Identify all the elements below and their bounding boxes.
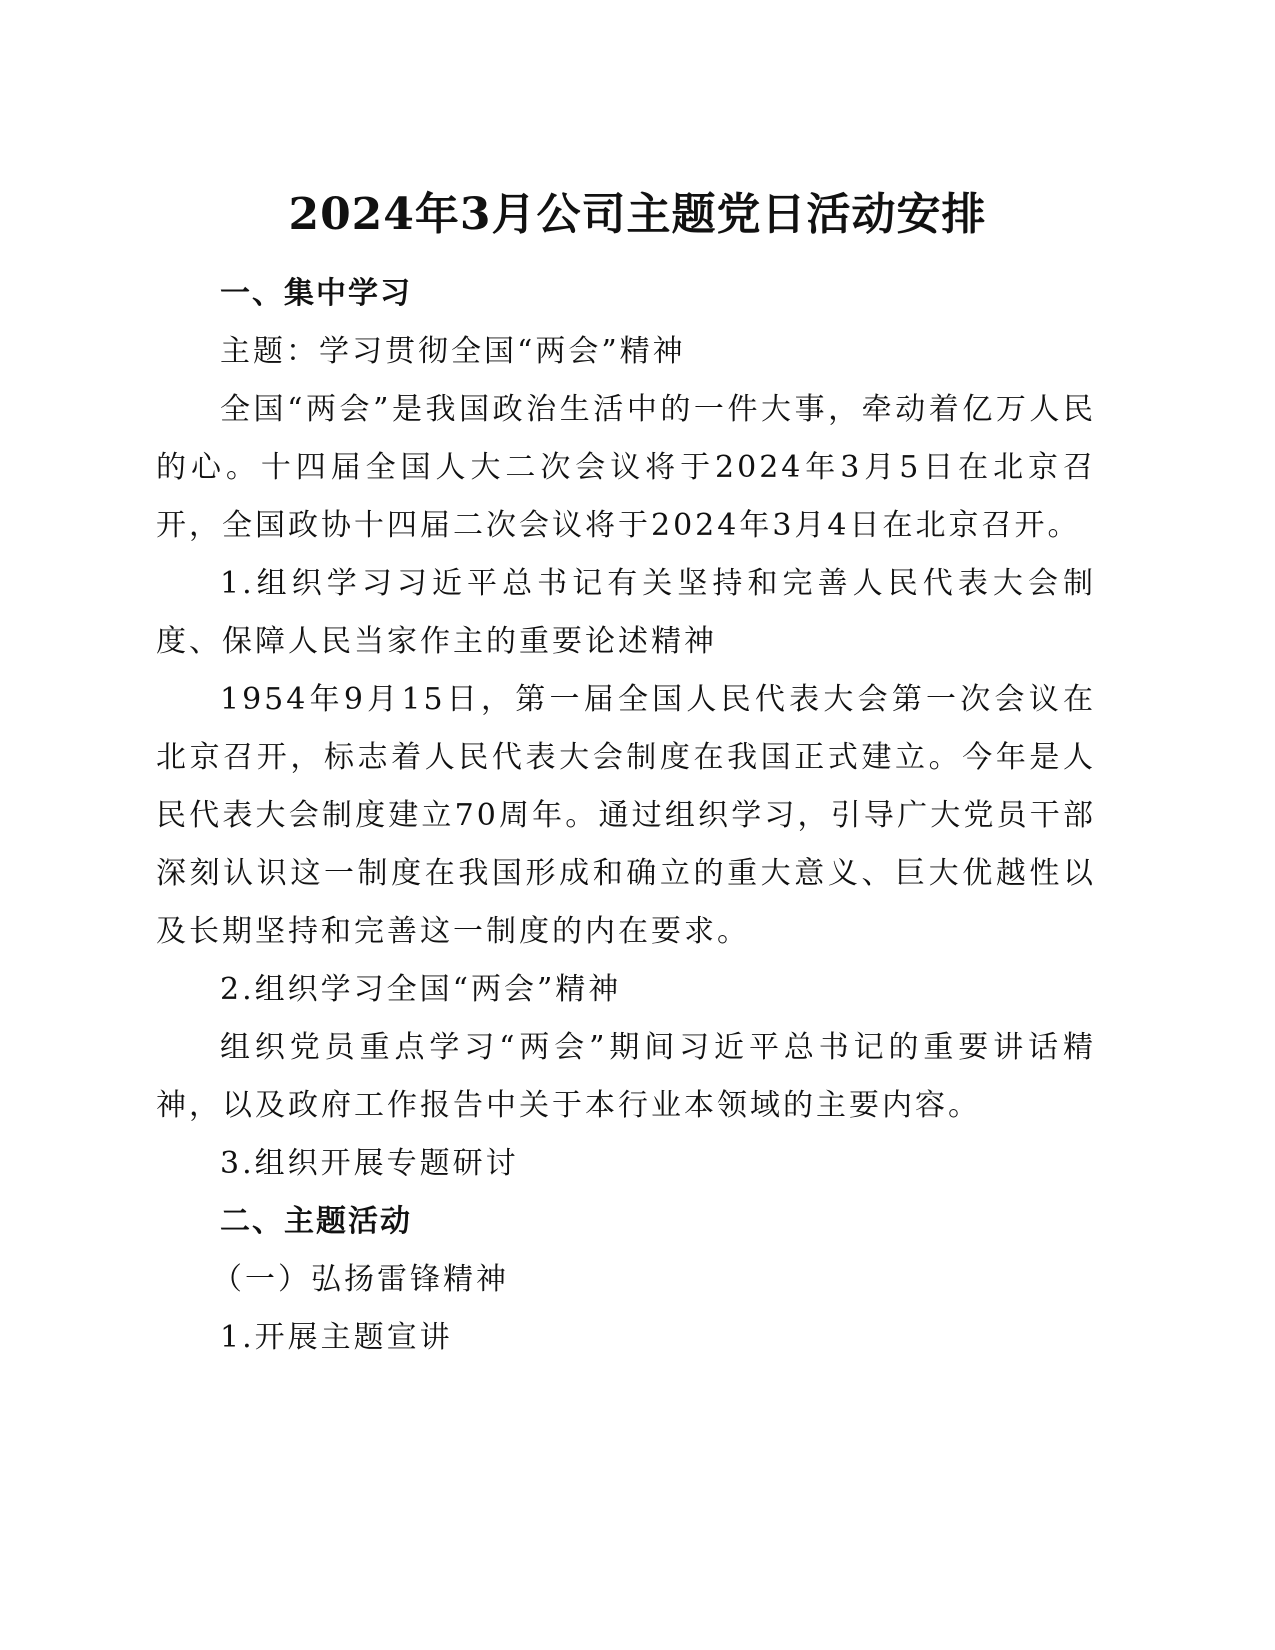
section-heading-1: 一、集中学习: [220, 276, 412, 311]
document-body: [156, 265, 1096, 1367]
item-1-heading: 1.组织学习习近平总书记有关坚持和完善人民代表大会制度、保障人民当家作主的重要论述精神: [156, 566, 1096, 659]
subitem-1-heading: 1.开展主题宣讲: [220, 1320, 453, 1355]
item-2-heading: 2.组织学习全国“两会”精神: [220, 972, 622, 1007]
paragraph-item-2: 组织党员重点学习“两会”期间习近平总书记的重要讲话精神，以及政府工作报告中关于本行业本领域的主要内容。: [156, 1030, 1096, 1123]
item-3-heading: 3.组织开展专题研讨: [220, 1146, 519, 1181]
subsection-heading-1: （一）弘扬雷锋精神: [212, 1262, 509, 1297]
document-title: 2024年3月公司主题党日活动安排: [288, 189, 987, 240]
paragraph-item-1: 1954年9月15日，第一届全国人民代表大会第一次会议在北京召开，标志着人民代表大会制度在我国正式建立。今年是人民代表大会制度建立70周年。通过组织学习，引导广大党员干部深刻认识这一制度在我国形成和确立的重大意义、巨大优越性以及长期坚持和完善这一制度的内在要求。: [156, 682, 1096, 949]
section-heading-2: 二、主题活动: [220, 1204, 412, 1239]
paragraph-theme: 主题：学习贯彻全国“两会”精神: [220, 334, 686, 369]
paragraph-intro: 全国“两会”是我国政治生活中的一件大事，牵动着亿万人民的心。十四届全国人大二次会议将于2024年3月5日在北京召开，全国政协十四届二次会议将于2024年3月4日在北京召开。: [156, 392, 1096, 543]
